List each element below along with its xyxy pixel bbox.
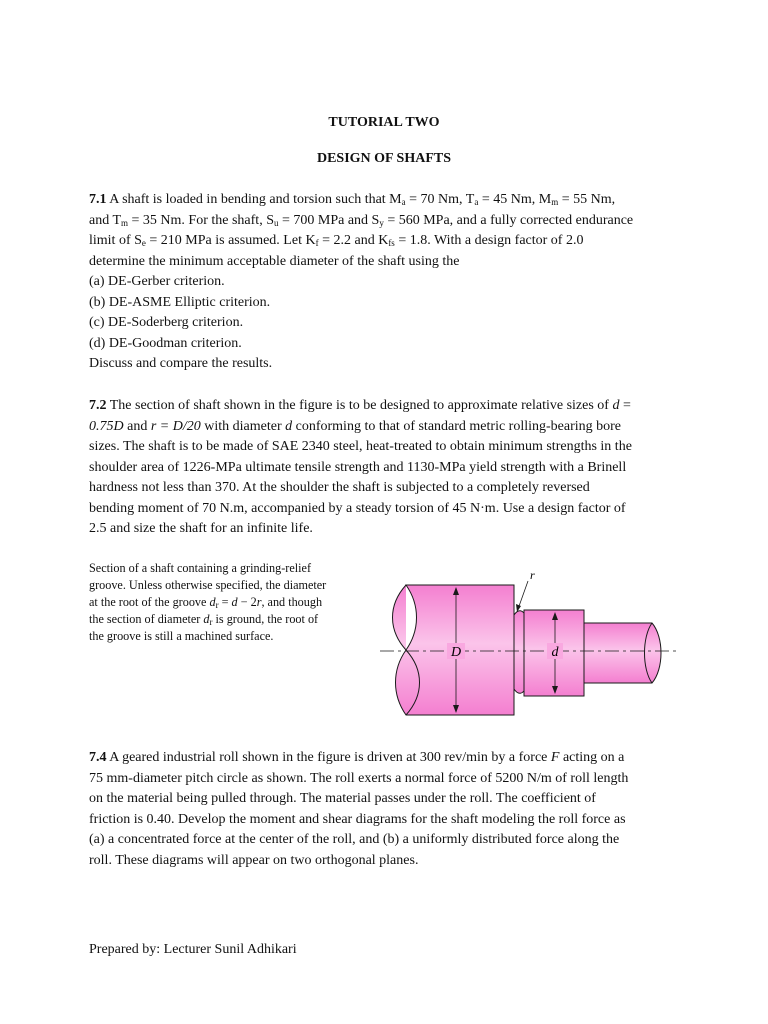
radius-label: r xyxy=(530,568,535,582)
criterion-item: (a) DE-Gerber criterion. xyxy=(89,274,225,289)
caption-line: Section of a shaft containing a grinding-relief xyxy=(89,561,312,575)
problem-7-2 xyxy=(89,396,678,540)
problem-number: 7.2 xyxy=(89,398,107,413)
problem-7-2-line: shoulder area of 1226-MPa ultimate tensile strength and 1130-MPa yield strength with a Brinell xyxy=(89,459,627,475)
problem-7-1-closing: Discuss and compare the results. xyxy=(89,356,273,371)
dimension-D-label: D xyxy=(450,645,462,660)
problem-number: 7.1 xyxy=(89,192,107,207)
problem-7-4-line: friction is 0.40. Develop the moment and shear diagrams for the shaft modeling the roll force as xyxy=(89,811,626,827)
caption-line: groove. Unless otherwise specified, the diameter xyxy=(89,578,327,592)
caption-line: the section of diameter $d_r$ is ground, the root of xyxy=(89,612,319,627)
criterion-item: (c) DE-Soderberg criterion. xyxy=(89,315,244,330)
problem-7-2-line: sizes. The shaft is to be made of SAE 2340 steel, heat-treated to obtain minimum strengths in the xyxy=(89,439,632,454)
page-subtitle: DESIGN OF SHAFTS xyxy=(316,151,452,166)
criterion-item: (b) DE-ASME Elliptic criterion. xyxy=(89,294,271,310)
problem-7-2-line: hardness not less than 370. At the shoulder the shaft is subjected to a completely reversed xyxy=(89,480,590,495)
problem-7-1-line: determine the minimum acceptable diameter of the shaft using the xyxy=(89,253,460,269)
caption-line: at the root of the groove $d_r = d - 2r$, and though xyxy=(89,595,323,610)
problem-7-1-line: 7.1 A shaft is loaded in bending and torsion such that $M_a = 70$ Nm, $T_a = 45$ Nm, $M_m = 55$ Nm, xyxy=(89,192,616,207)
problem-7-1-line: and $T_m = 35$ Nm. For the shaft, $S_u = 700$ MPa and $S_y = 560$ MPa, and a fully corrected endurance xyxy=(89,212,634,228)
problem-7-4-line: on the material being pulled through. The material passes under the roll. The coefficient of xyxy=(89,791,596,806)
problem-7-2-line: bending moment of 70 N.m, accompanied by a steady torsion of 45 N·m. Use a design factor of xyxy=(89,500,626,516)
problem-7-4-line: roll. These diagrams will appear on two orthogonal planes. xyxy=(89,852,419,868)
problem-number: 7.4 xyxy=(89,750,107,765)
radius-leader-line xyxy=(518,581,528,609)
shaft-small-section xyxy=(584,623,661,683)
problem-7-4 xyxy=(89,748,678,871)
problem-7-1-line: limit of $S_e = 210$ MPa is assumed. Let $K_f = 2.2$ and $K_{fs} = 1.8$. With a design factor of 2.0 xyxy=(89,233,584,248)
problem-7-2-line: 2.5 and size the shaft for an infinite life. xyxy=(89,521,313,536)
figure-caption xyxy=(89,560,367,645)
page-title: TUTORIAL TWO xyxy=(328,115,440,130)
shaft-figure xyxy=(378,565,678,755)
problem-7-4-line: (a) a concentrated force at the center of the roll, and (b) a uniformly distributed force along the xyxy=(89,832,620,847)
problem-7-2-line: 7.2 The section of shaft shown in the figure is to be designed to approximate relative sizes of d = xyxy=(89,398,631,413)
dimension-d-label: d xyxy=(551,645,559,660)
footer-credit: Prepared by: Lecturer Sunil Adhikari xyxy=(89,942,297,957)
problem-7-2-line: 0.75D and r = D/20 with diameter d conforming to that of standard metric rolling-bearing bore xyxy=(89,418,622,434)
problem-7-4-line: 7.4 A geared industrial roll shown in the figure is driven at 300 rev/min by a force F acting on a xyxy=(89,750,625,765)
problem-7-4-line: 75 mm-diameter pitch circle as shown. The roll exerts a normal force of 5200 N/m of roll length xyxy=(89,770,629,786)
caption-line: the groove is still a machined surface. xyxy=(89,629,274,643)
problem-7-1 xyxy=(89,190,678,375)
criterion-item: (d) DE-Goodman criterion. xyxy=(89,335,242,351)
